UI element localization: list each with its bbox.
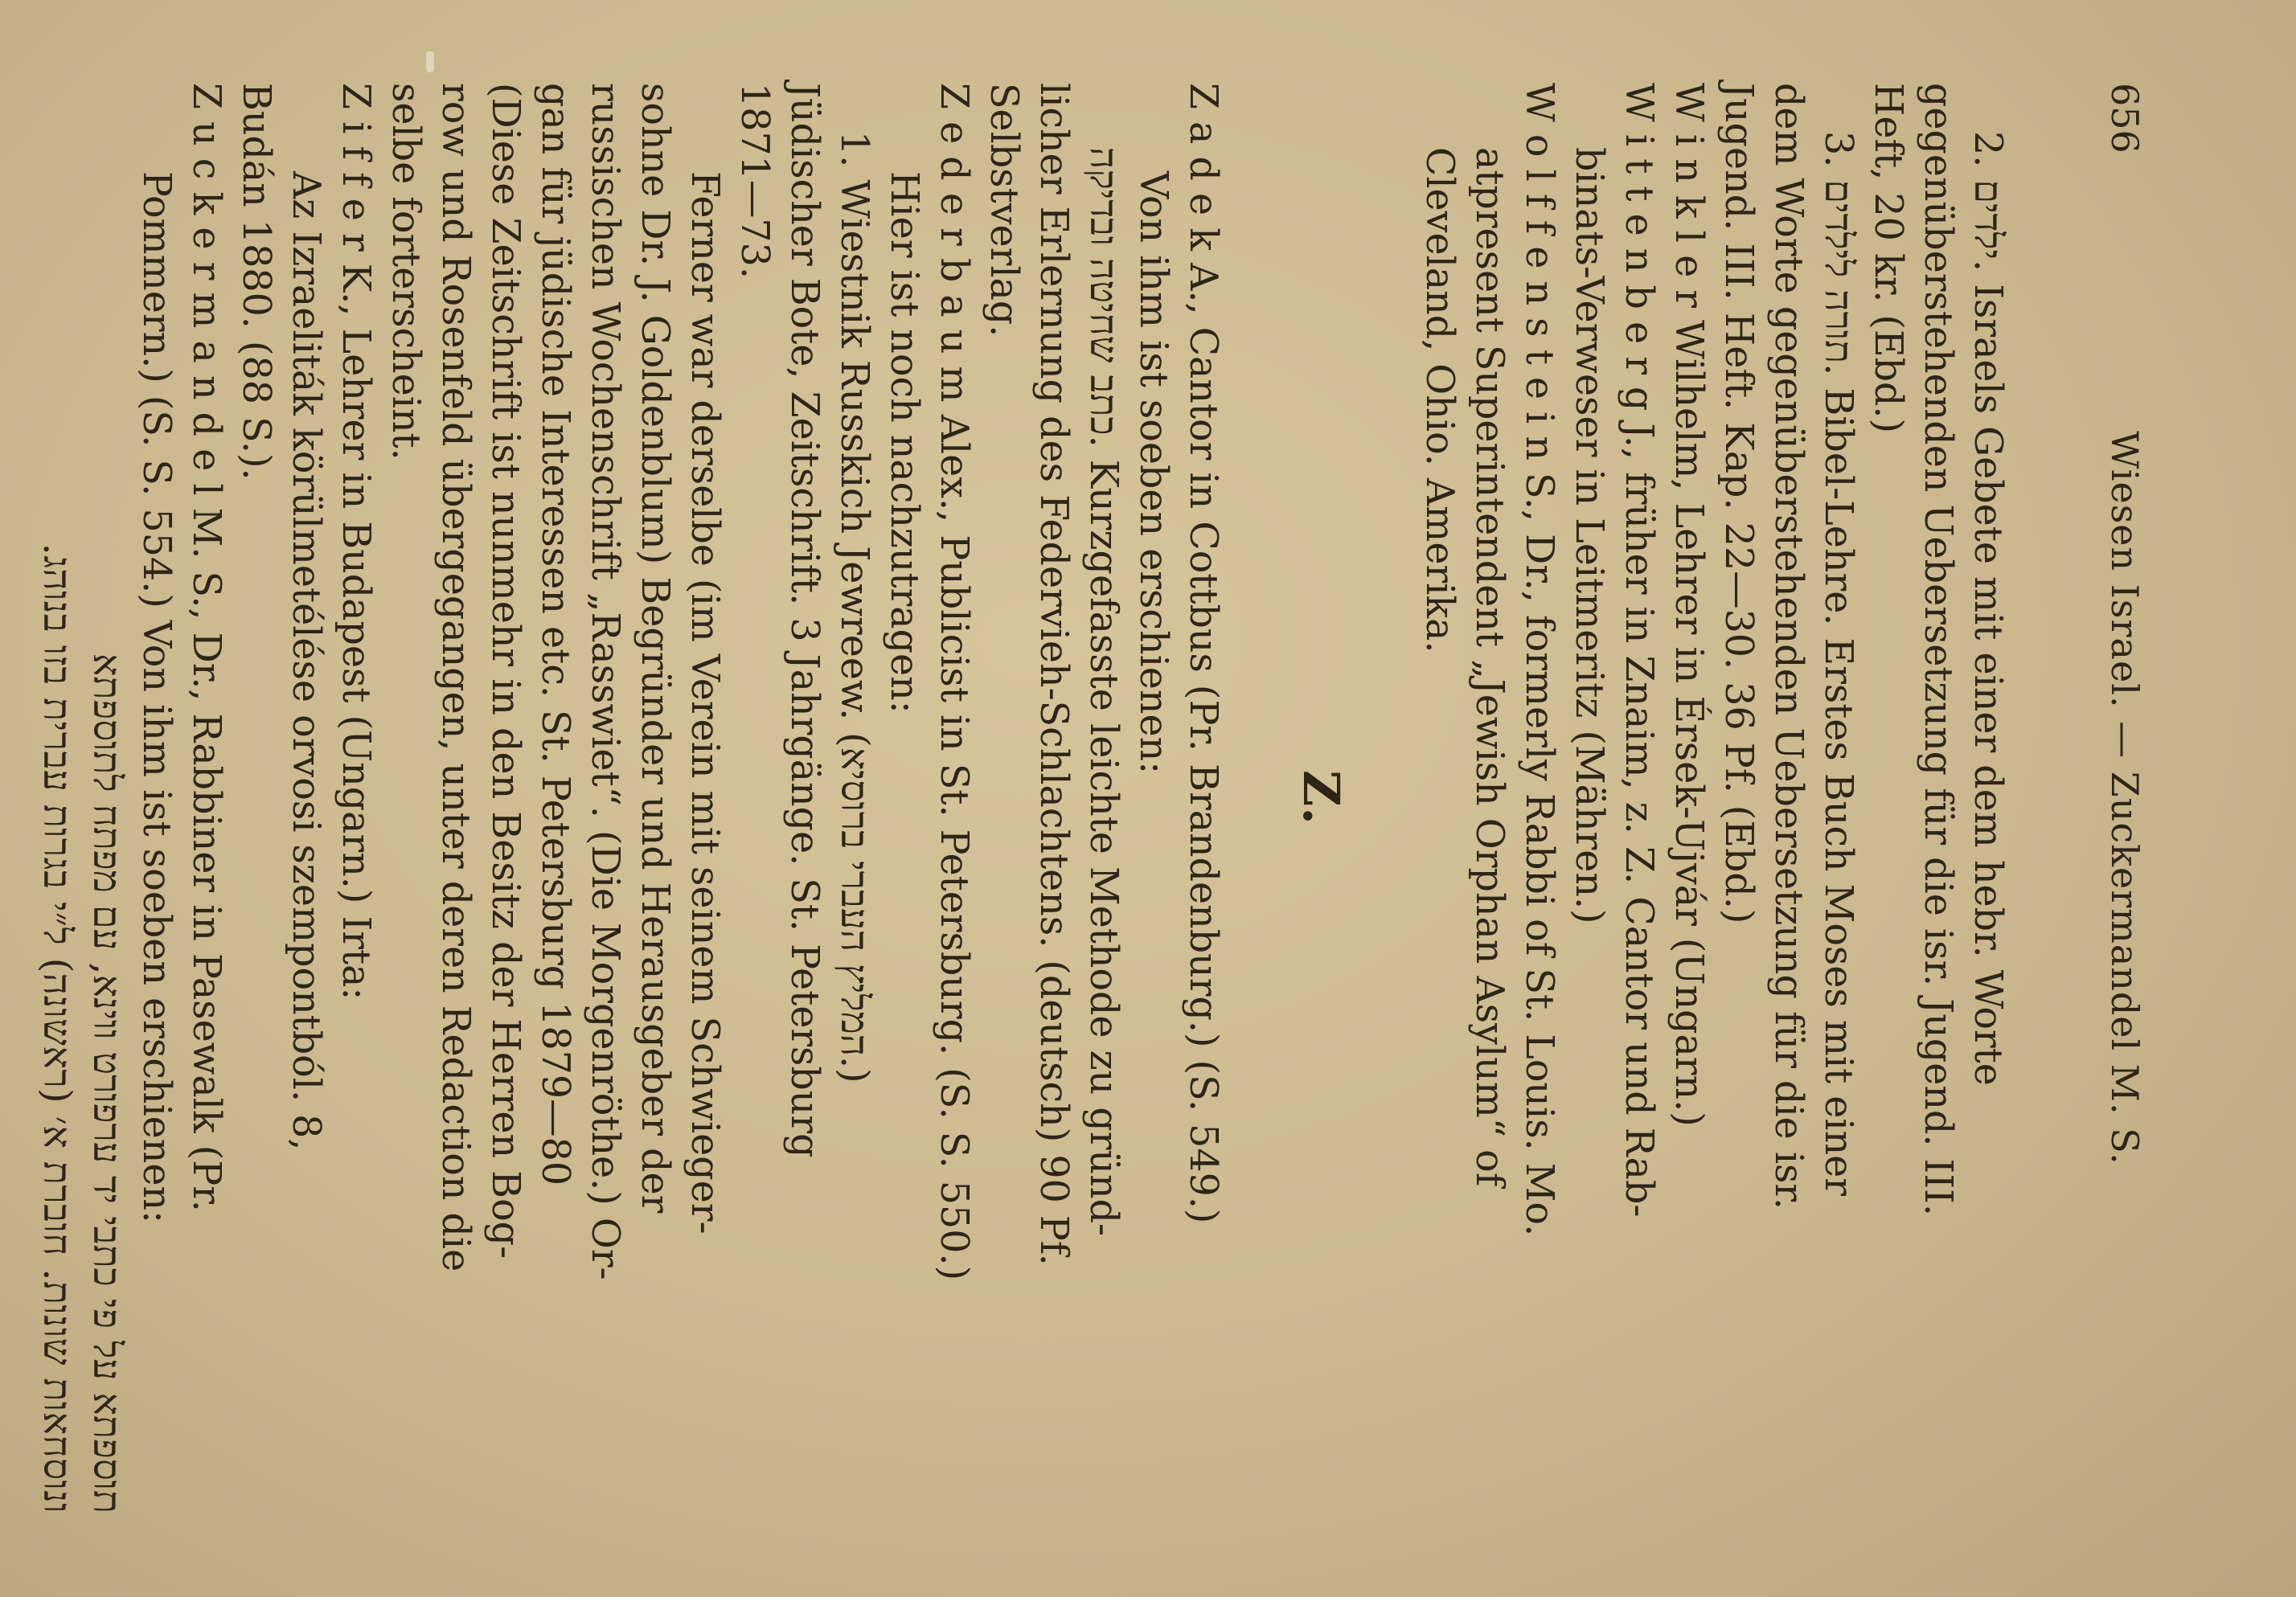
text-line: russischen Wochenschrift „Rasswiet“. (Die Morgenröthe.) Or-	[583, 83, 627, 1280]
text-line: atpresent Superintendent „Jewish Orphan Asylum“ of	[1467, 147, 1511, 1187]
hebrew-text-line: תוספתא על פי כתבי יד ערפורט ווינא, עם מפתח לתוספתא	[84, 653, 129, 1513]
text-line: selbe forterscheint.	[383, 83, 428, 461]
page-header	[2093, 83, 2157, 1513]
text-line: Ferner war derselbe (im Verein mit seinem Schwieger-	[683, 171, 727, 1235]
entry-heading-ziffer: Z i f f e r K., Lehrer in Budapest (Ungarn.) Irta:	[334, 83, 378, 1001]
text-line: Jüdischer Bote, Zeitschrift. 3 Jahrgänge. St. Petersburg	[782, 83, 826, 1158]
text-line: 1871—73.	[732, 83, 777, 279]
text-line: 1. Wiestnik Russkich Jewreew. (המליץ העברי ברוסיא.)	[832, 131, 876, 1083]
text-line: dem Worte gegenüberstehenden Uebersetzung für die isr.	[1766, 83, 1810, 1210]
entry-heading-zuckermandel: Z u c k e r m a n d e l M. S., Dr., Rabbiner in Pasewalk (Pr.	[184, 83, 228, 1212]
text-line: (Diese Zeitschrift ist nunmehr in den Besitz der Herren Bog-	[483, 83, 527, 1259]
text-line: Jugend. III. Heft. Kap. 22—30. 36 Pf. (Ebd.)	[1716, 83, 1761, 924]
text-line: 2. ילדים. Israels Gebete mit einer dem hebr. Worte	[1966, 131, 2010, 1086]
text-line: row und Rosenfeld übergegangen, unter deren Redaction die	[433, 83, 478, 1272]
text-line: Hier ist noch nachzutragen:	[882, 171, 926, 714]
text-line: sohne Dr. J. Goldenblum) Begründer und Herausgeber der	[633, 83, 677, 1214]
page-number: 656	[2103, 83, 2146, 154]
text-line: Selbstverlag.	[982, 83, 1026, 338]
running-title: Wiesen Israel. — Zuckermandel M. S.	[2103, 431, 2146, 1165]
entry-heading-wittenberg: W i t t e n b e r g J., früher in Znaim, z. Z. Cantor und Rab-	[1617, 83, 1661, 1218]
entry-heading-winkler: W i n k l e r Wilhelm, Lehrer in Érsek-Ujvár (Ungarn.)	[1667, 83, 1711, 1127]
entry-heading-zadek: Z a d e k A., Cantor in Cottbus (Pr. Brandenburg.) (S. 549.)	[1181, 83, 1225, 1224]
text-line: 3. תורה לילדים. Bibel-Lehre. Erstes Buch Moses mit einer	[1816, 131, 1860, 1197]
entry-heading-zederbaum: Z e d e r b a u m Alex., Publicist in St. Petersburg. (S. S. 550.)	[932, 83, 976, 1281]
text-line: gan für jüdische Interessen etc. St. Petersburg 1879—80	[533, 83, 577, 1186]
entry-heading-wolffenstein: W o l f f e n s t e i n S., Dr., formerly Rabbi of St. Louis. Mo.	[1517, 83, 1561, 1237]
text-line: licher Erlernung des Federvieh-Schlachtens. (deutsch) 90 Pf.	[1031, 83, 1076, 1266]
page-body	[31, 83, 2012, 1513]
text-line: Heft, 20 kr. (Ebd.)	[1866, 83, 1910, 434]
text-line: Az Izraeliták körülmetélése orvosi szempontból. 8,	[284, 171, 328, 1151]
text-line: binats-Verweser in Leitmeritz (Mähren.)	[1567, 147, 1611, 924]
paper-spot	[426, 51, 434, 72]
text-line: כתב שחיטה ובדיקה. Kurzgefasste leichte Methode zu gründ-	[1081, 147, 1125, 1237]
book-page	[35, 83, 2173, 1513]
text-line: Cleveland, Ohio. Amerika.	[1417, 147, 1462, 653]
section-letter: Z.	[1292, 770, 1351, 826]
text-line: Budán 1880. (88 S.).	[234, 83, 278, 481]
text-line: Von ihm ist soeben erschienen:	[1131, 171, 1175, 775]
text-line: Pommern.) (S. S. 554.) Von ihm ist soeben erschienen:	[134, 171, 178, 1224]
hebrew-text-line: ונוסחאות שונות. חוברת א׳ (ראשונה) ל״י בגרות עברית בזו בנוהג.	[35, 543, 79, 1513]
text-line: gegenüberstehenden Uebersetzung für die isr. Jugend. III.	[1916, 83, 1960, 1216]
